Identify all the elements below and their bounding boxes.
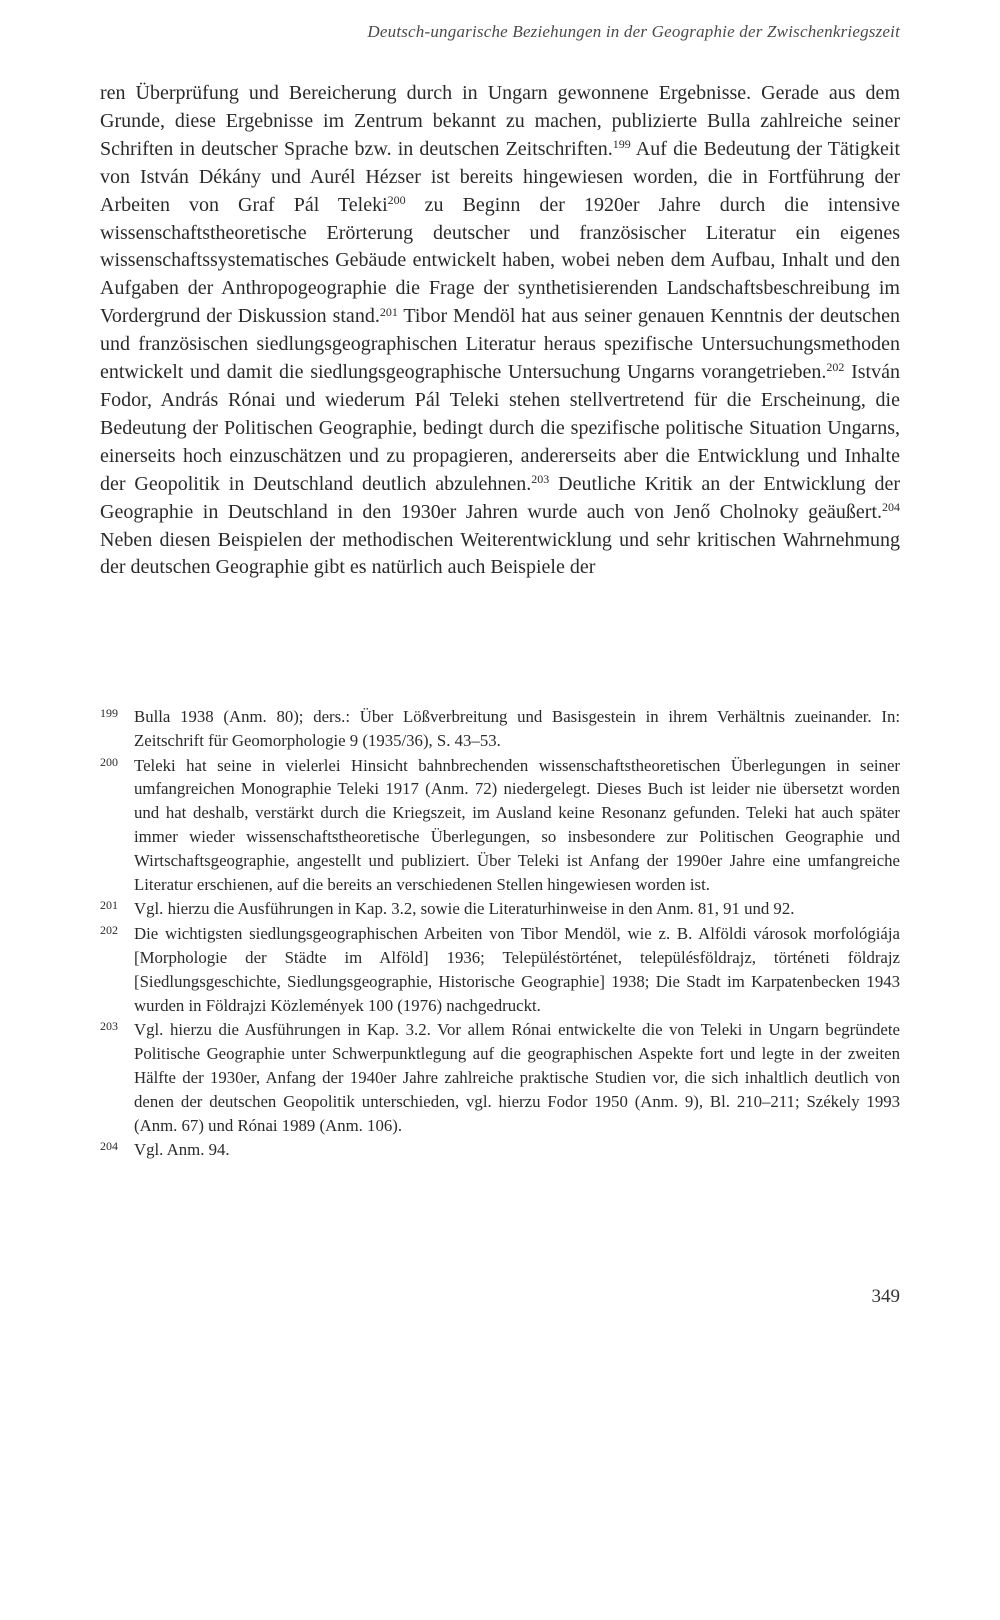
- footnote-number: 202: [100, 923, 118, 938]
- footnote-number: 199: [100, 706, 118, 720]
- footnote-number: 201: [100, 898, 118, 913]
- footnote-number: 203: [100, 1019, 118, 1034]
- body-segment: Deutliche Kritik an der Entwicklung der Geographie in Deutschland in den 1930er Jahren wurde auch von Jenő Cholnoky geäußert.: [100, 472, 900, 523]
- footnote-number: 204: [100, 1139, 118, 1154]
- footnote-201: [100, 897, 900, 921]
- footnote-text: Vgl. hierzu die Ausführungen in Kap. 3.2. Vor allem Rónai entwickelte die von Teleki in Ungarn begründete Politische Geographie unter Schwerpunktlegung auf die geographischen Aspekte fort und legte in der zweiten Hälfte der 1930er, Anfang der 1940er Jahre zahlreiche praktische Studien vor, die sich inhaltlich deutlich von denen der deutschen Geopolitik unterschieden, vgl. hierzu Fodor 1950 (Anm. 9), Bl. 210–211; Székely 1993 (Anm. 67) und Rónai 1989 (Anm. 106).: [134, 1020, 900, 1135]
- footnote-text: Teleki hat seine in vielerlei Hinsicht bahnbrechenden wissenschaftstheoretischen Überlegungen in seiner umfangreichen Monographie Teleki 1917 (Anm. 72) niedergelegt. Dieses Buch ist leider nie übersetzt worden und hat deshalb, verstärkt durch die Kriegszeit, im Ausland keine Resonanz gefunden. Teleki hat auch später immer wieder wissenschaftstheoretische Überlegungen, so insbesondere zur Politischen Geographie und Wirtschaftsgeographie, angestellt und publiziert. Über Teleki ist Anfang der 1990er Jahre eine umfangreiche Literatur erschienen, auf die bereits an verschiedenen Stellen hingewiesen worden ist.: [134, 755, 900, 894]
- running-head: Deutsch-ungarische Beziehungen in der Geographie der Zwischenkriegszeit: [367, 22, 900, 41]
- body-segment: ren Überprüfung und Bereicherung durch in Ungarn gewonnene Ergebnisse. Gerade aus dem Grunde, diese Ergebnisse im Zentrum bekannt zu machen, publizierte Bulla zahlreiche seiner Schriften in deutscher Sprache bzw. in deutschen Zeitschriften.: [100, 82, 900, 160]
- body-text: [100, 80, 900, 582]
- footnote-ref[interactable]: 199: [612, 137, 631, 152]
- footnote-204: [100, 1138, 900, 1162]
- footnote-199: [100, 705, 900, 753]
- footnote-202: [100, 922, 900, 1017]
- footnote-ref[interactable]: 200: [387, 192, 406, 207]
- body-segment: Neben diesen Beispielen der methodischen Weiterentwicklung und sehr kritischen Wahrnehmung der deutschen Geographie gibt es natürlich auch Beispiele der: [100, 528, 900, 579]
- footnotes: [100, 705, 900, 1163]
- footnote-ref[interactable]: 204: [882, 499, 900, 514]
- footnote-number: 200: [100, 754, 118, 769]
- body-segment: zu Beginn der 1920er Jahre durch die intensive wissenschaftstheoretische Erörterung deutscher und französischer Literatur ein eigenes wissenschaftssystematisches Gebäude entwickelt haben, wobei neben dem Aufbau, Inhalt und den Aufgaben der Anthropogeographie die Frage der synthetisierenden Landschaftsbeschreibung im Vordergrund der Diskussion stand.: [100, 193, 900, 328]
- footnote-text: Die wichtigsten siedlungsgeographischen Arbeiten von Tibor Mendöl, wie z. B. Alföldi városok morfológiája [Morphologie der Städte im Alföld] 1936; Településtörténet, településföldrajz, történeti földrajz [Siedlungsgeschichte, Siedlungsgeographie, Historische Geographie] 1938; Die Stadt im Karpatenbecken 1943 wurden in Földrajzi Közlemények 100 (1976) nachgedruckt.: [134, 924, 900, 1015]
- footnote-text: Bulla 1938 (Anm. 80); ders.: Über Lößverbreitung und Basisgestein in ihrem Verhältnis zueinander. In: Zeitschrift für Geomorphologie 9 (1935/36), S. 43–53.: [134, 707, 900, 750]
- footnote-200: [100, 754, 900, 897]
- footnote-text: Vgl. Anm. 94.: [134, 1140, 230, 1160]
- footnote-203: [100, 1018, 900, 1137]
- body-segment: István Fodor, András Rónai und wiederum Pál Teleki stehen stellvertretend für die Erscheinung, die Bedeutung der Politischen Geographie, bedingt durch die spezifische politische Situation Ungarns, einerseits hoch einzuschätzen und zu propagieren, andererseits aber die Entwicklung und Inhalte der Geopolitik in Deutschland deutlich abzulehnen.: [100, 361, 900, 495]
- footnote-ref[interactable]: 203: [531, 472, 550, 487]
- footnote-ref[interactable]: 202: [826, 360, 845, 375]
- footnote-ref[interactable]: 201: [379, 304, 398, 319]
- body-segment: Tibor Mendöl hat aus seiner genauen Kenntnis der deutschen und französischen siedlungsgeographischen Literatur heraus spezifische Untersuchungsmethoden entwickelt und damit die siedlungsgeographische Untersuchung Ungarns vorangetrieben.: [100, 305, 900, 384]
- page-number: 349: [871, 1286, 900, 1307]
- body-segment: Auf die Bedeutung der Tätigkeit von István Dékány und Aurél Hézser ist bereits hingewiesen worden, die in Fortführung der Arbeiten von Graf Pál Teleki: [100, 137, 900, 216]
- footnote-text: Vgl. hierzu die Ausführungen in Kap. 3.2, sowie die Literaturhinweise in den Anm. 81, 91 und 92.: [134, 899, 795, 919]
